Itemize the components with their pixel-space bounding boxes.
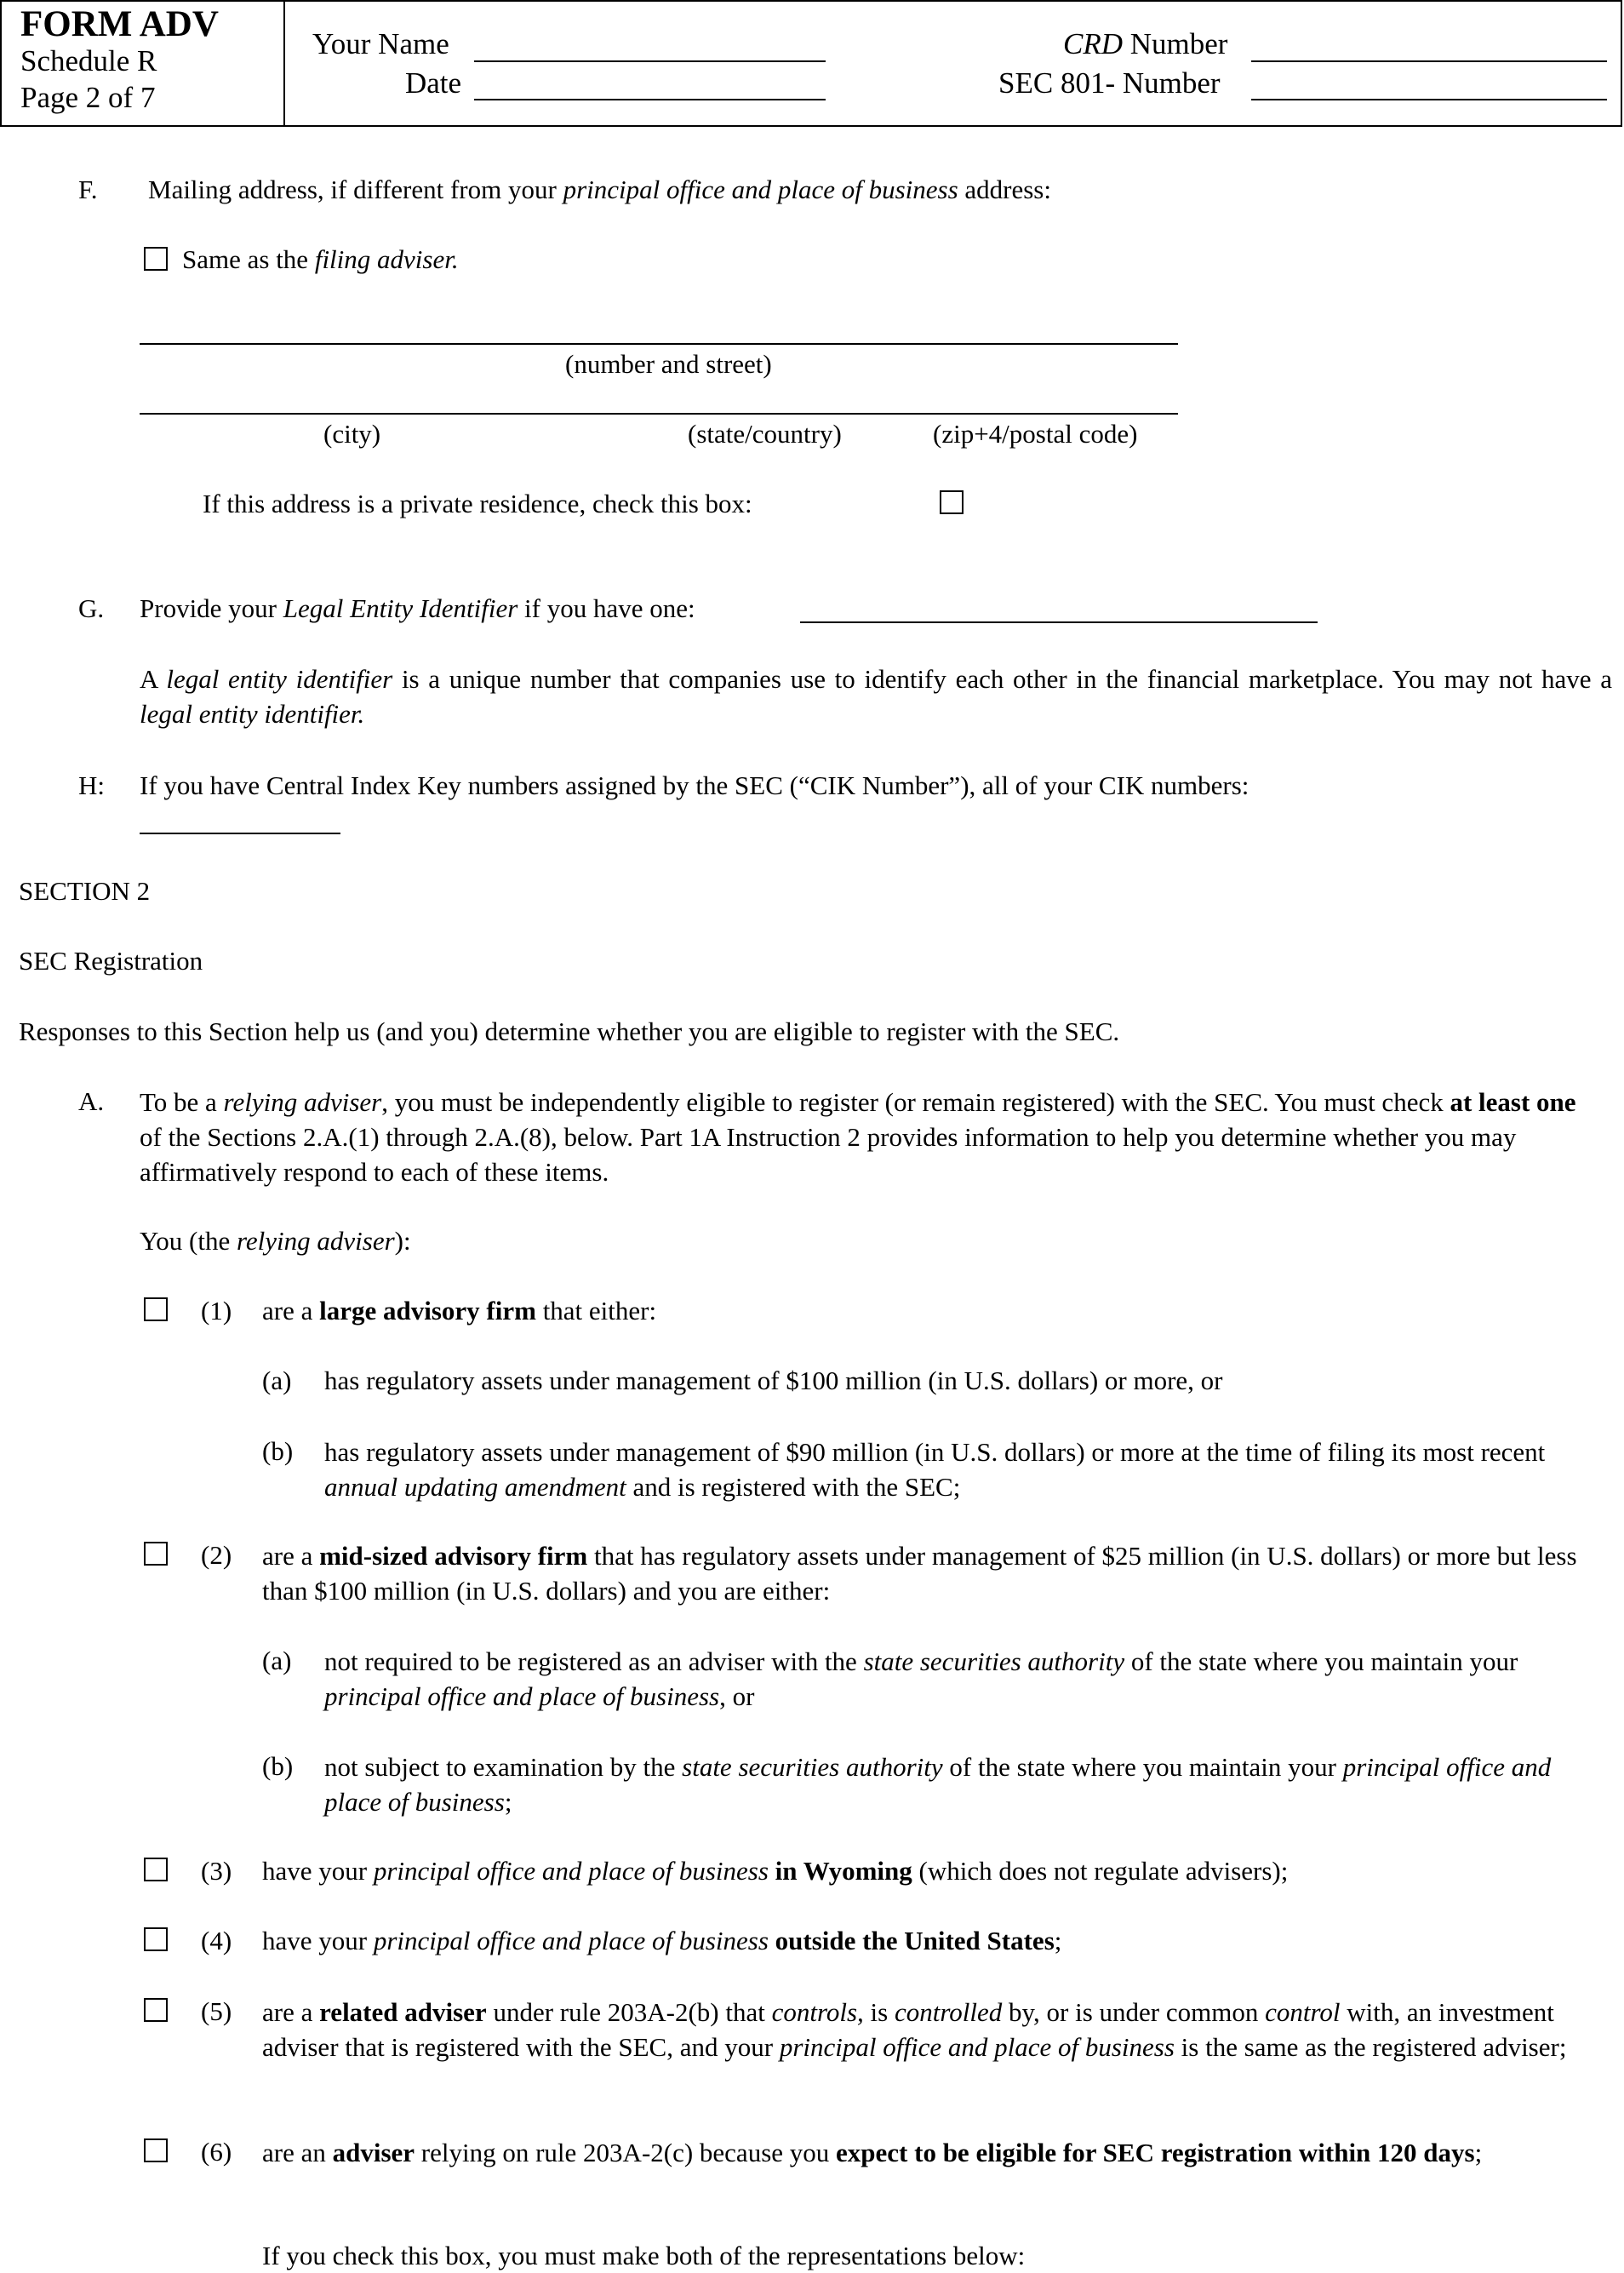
same-as-filing-adviser-label: Same as the filing adviser. (182, 244, 459, 274)
item-h-text: If you have Central Index Key numbers assigned by the SEC (“CIK Number”), all of your CIK numbers: (140, 770, 1249, 800)
item-a-letter: A. (78, 1086, 105, 1116)
item-a-text: To be a relying adviser, you must be independently eligible to register (or remain registered) with the SEC. You must check at least one of the Sections 2.A.(1) through 2.A.(8), below. Part 1A Instruction 2 provides information to help you determine whether you may affirmatively respond to each of these items. (140, 1087, 1576, 1187)
item-g-letter: G. (78, 593, 105, 623)
crd-number-field[interactable] (1251, 60, 1607, 62)
item-6-number: (6) (201, 2137, 232, 2167)
item-2b-number: (b) (262, 1751, 294, 1781)
page-number: Page 2 of 7 (20, 80, 156, 114)
item-2b-text: not subject to examination by the state securities authority of the state where you maintain your principal office and place of business; (324, 1752, 1552, 1817)
item-3-checkbox[interactable] (144, 1858, 168, 1881)
you-relying-adviser: You (the relying adviser): (140, 1226, 411, 1256)
item-2a-text: not required to be registered as an adviser with the state securities authority of the state where you maintain your principal office and place of business, or (324, 1646, 1518, 1711)
item-f-text: Mailing address, if different from your principal office and place of business address: (148, 175, 1051, 204)
item-4-number: (4) (201, 1926, 232, 1955)
date-label: Date (405, 66, 462, 100)
city-label: (city) (323, 419, 381, 449)
item-f-letter: F. (78, 175, 98, 204)
item-1a-number: (a) (262, 1366, 292, 1395)
item-2-number: (2) (201, 1540, 232, 1570)
section-2-title: SECTION 2 (19, 876, 151, 906)
lei-note: A legal entity identifier is a unique number that companies use to identify each other in the financial marketplace. You may not have a legal entity identifier. (140, 664, 1612, 729)
same-as-filing-adviser-checkbox[interactable] (144, 247, 168, 271)
item-5-number: (5) (201, 1996, 232, 2026)
item-g-text: Provide your Legal Entity Identifier if you have one: (140, 593, 695, 623)
item-3-number: (3) (201, 1856, 232, 1886)
section-2-intro: Responses to this Section help us (and you) determine whether you are eligible to register with the SEC. (19, 1016, 1120, 1046)
item-6-checkbox[interactable] (144, 2138, 168, 2162)
item-5-text: are a related adviser under rule 203A-2(b) that controls, is controlled by, or is under common control with, an investment adviser that is registered with the SEC, and your principal office and place of business is the same as the registered adviser; (262, 1997, 1567, 2062)
item-2-checkbox[interactable] (144, 1542, 168, 1566)
item-1b-number: (b) (262, 1436, 294, 1466)
your-name-label: Your Name (312, 27, 449, 60)
item-1b-text: has regulatory assets under management of $90 million (in U.S. dollars) or more at the time of filing its most recent annual updating amendment and is registered with the SEC; (324, 1437, 1546, 1502)
form-id-block (2, 2, 285, 125)
item-4-text: have your principal office and place of business outside the United States; (262, 1926, 1062, 1955)
section-2-subtitle: SEC Registration (19, 946, 203, 976)
item-3-text: have your principal office and place of business in Wyoming (which does not regulate advisers); (262, 1856, 1289, 1886)
item-6-text: are an adviser relying on rule 203A-2(c) because you expect to be eligible for SEC registration within 120 days; (262, 2138, 1483, 2167)
your-name-field[interactable] (474, 60, 826, 62)
zip-label: (zip+4/postal code) (933, 419, 1138, 449)
sec-number-field[interactable] (1251, 99, 1607, 100)
date-field[interactable] (474, 99, 826, 100)
item-1-number: (1) (201, 1296, 232, 1325)
crd-number-label: CRD Number (1063, 27, 1228, 60)
item-5-checkbox[interactable] (144, 1998, 168, 2022)
number-street-label: (number and street) (565, 349, 772, 379)
form-header (0, 0, 1622, 127)
cik-number-field[interactable] (140, 833, 340, 834)
item-4-checkbox[interactable] (144, 1927, 168, 1951)
private-residence-label: If this address is a private residence, check this box: (203, 489, 752, 518)
item-2-text: are a mid-sized advisory firm that has regulatory assets under management of $25 million (in U.S. dollars) or more but less than $100 million (in U.S. dollars) and you are either: (262, 1541, 1577, 1606)
item-1-checkbox[interactable] (144, 1297, 168, 1321)
legal-entity-identifier-field[interactable] (800, 621, 1318, 623)
item-1-text: are a large advisory firm that either: (262, 1296, 657, 1325)
form-title: FORM ADV (20, 4, 219, 44)
city-state-zip-field[interactable] (140, 413, 1178, 415)
private-residence-checkbox[interactable] (940, 490, 964, 514)
number-street-field[interactable] (140, 343, 1178, 345)
sec-number-label: SEC 801- Number (998, 66, 1221, 100)
item-2a-number: (a) (262, 1646, 292, 1675)
item-6-note: If you check this box, you must make both of the representations below: (262, 2241, 1026, 2270)
item-h-letter: H: (78, 770, 105, 800)
item-1a-text: has regulatory assets under management of $100 million (in U.S. dollars) or more, or (324, 1366, 1223, 1395)
schedule-label: Schedule R (20, 44, 157, 78)
state-country-label: (state/country) (688, 419, 842, 449)
